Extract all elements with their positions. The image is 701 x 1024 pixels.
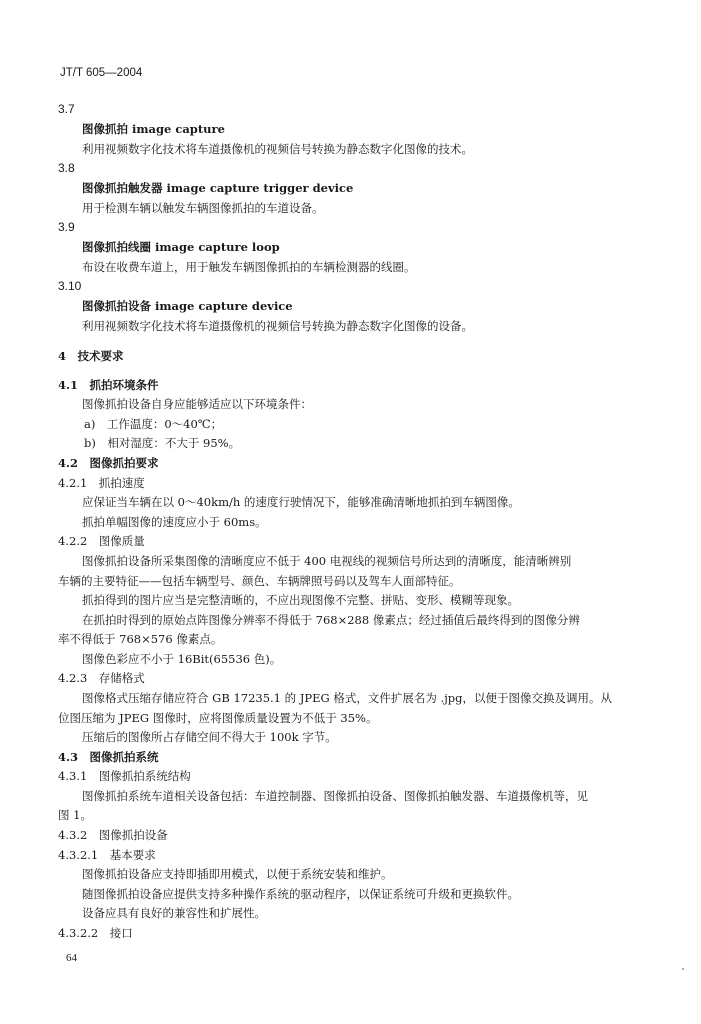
standard-code-header: JT/T 605—2004 bbox=[60, 67, 143, 79]
clause-heading: 4.2.3 存储格式 bbox=[58, 671, 145, 685]
body-text: 位图压缩为 JPEG 图像时，应将图像质量设置为不低于 35%。 bbox=[58, 711, 378, 725]
term-title: 图像抓拍线圈 image capture loop bbox=[82, 240, 280, 254]
clause-heading: 4.3.2.2 接口 bbox=[58, 926, 133, 940]
clause-heading: 4.3.2 图像抓拍设备 bbox=[58, 828, 168, 842]
list-item: a) 工作温度：0～40℃； bbox=[84, 417, 223, 431]
subsection-heading: 4.1 抓拍环境条件 bbox=[58, 378, 159, 392]
body-text: 图 1。 bbox=[58, 808, 92, 822]
clause-heading: 4.2.2 图像质量 bbox=[58, 534, 145, 548]
body-text: 图像抓拍设备所采集图像的清晰度应不低于 400 电视线的视频信号所达到的清晰度，能清晰辨别 bbox=[82, 554, 572, 568]
definition-text: 利用视频数字化技术将车道摄像机的视频信号转换为静态数字化图像的技术。 bbox=[82, 142, 473, 156]
body-text: 图像格式压缩存储应符合 GB 17235.1 的 JPEG 格式，文件扩展名为 .jpg，以便于图像交换及调用。从 bbox=[82, 691, 612, 705]
section-heading: 4 技术要求 bbox=[58, 349, 124, 363]
clause-heading: 4.3.1 图像抓拍系统结构 bbox=[58, 769, 191, 783]
body-text: 随图像抓拍设备应提供支持多种操作系统的驱动程序，以保证系统可升级和更换软件。 bbox=[82, 887, 519, 901]
body-text: 图像抓拍系统车道相关设备包括：车道控制器、图像抓拍设备、图像抓拍触发器、车道摄像机等，见 bbox=[82, 789, 588, 803]
definition-text: 布设在收费车道上，用于触发车辆图像抓拍的车辆检测器的线圈。 bbox=[82, 260, 416, 274]
clause-heading: 4.3.2.1 基本要求 bbox=[58, 848, 156, 862]
body-text: 应保证当车辆在以 0～40km/h 的速度行驶情况下，能够准确清晰地抓拍到车辆图像。 bbox=[82, 495, 520, 509]
subsection-heading: 4.2 图像抓拍要求 bbox=[58, 456, 159, 470]
scan-speck bbox=[682, 968, 684, 970]
subsection-heading: 4.3 图像抓拍系统 bbox=[58, 750, 159, 764]
clause-number: 3.7 bbox=[58, 102, 75, 116]
body-text: 图像抓拍设备自身应能够适应以下环境条件： bbox=[82, 397, 312, 411]
body-text: 图像抓拍设备应支持即插即用模式，以便于系统安装和维护。 bbox=[82, 867, 393, 881]
term-title: 图像抓拍 image capture bbox=[82, 122, 225, 136]
clause-number: 3.9 bbox=[58, 220, 75, 234]
body-text: 压缩后的图像所占存储空间不得大于 100k 字节。 bbox=[82, 730, 337, 744]
clause-heading: 4.2.1 抓拍速度 bbox=[58, 476, 145, 490]
page-number: 64 bbox=[66, 952, 77, 964]
body-text: 率不得低于 768×576 像素点。 bbox=[58, 632, 223, 646]
body-text: 图像色彩应不小于 16Bit(65536 色)。 bbox=[82, 652, 282, 666]
definition-text: 利用视频数字化技术将车道摄像机的视频信号转换为静态数字化图像的设备。 bbox=[82, 319, 473, 333]
definition-text: 用于检测车辆以触发车辆图像抓拍的车道设备。 bbox=[82, 201, 324, 215]
body-text: 抓拍得到的图片应当是完整清晰的，不应出现图像不完整、拼贴、变形、模糊等现象。 bbox=[82, 593, 519, 607]
body-text: 在抓拍时得到的原始点阵图像分辨率不得低于 768×288 像素点；经过插值后最终得到的图像分辨 bbox=[82, 613, 580, 627]
body-text: 车辆的主要特征——包括车辆型号、颜色、车辆牌照号码以及驾车人面部特征。 bbox=[58, 574, 461, 588]
clause-number: 3.8 bbox=[58, 161, 75, 175]
clause-number: 3.10 bbox=[58, 279, 82, 293]
term-title: 图像抓拍设备 image capture device bbox=[82, 299, 293, 313]
term-title: 图像抓拍触发器 image capture trigger device bbox=[82, 181, 354, 195]
list-item: b) 相对湿度：不大于 95%。 bbox=[84, 436, 241, 450]
body-text: 设备应具有良好的兼容性和扩展性。 bbox=[82, 906, 266, 920]
body-text: 抓拍单幅图像的速度应小于 60ms。 bbox=[82, 515, 267, 529]
